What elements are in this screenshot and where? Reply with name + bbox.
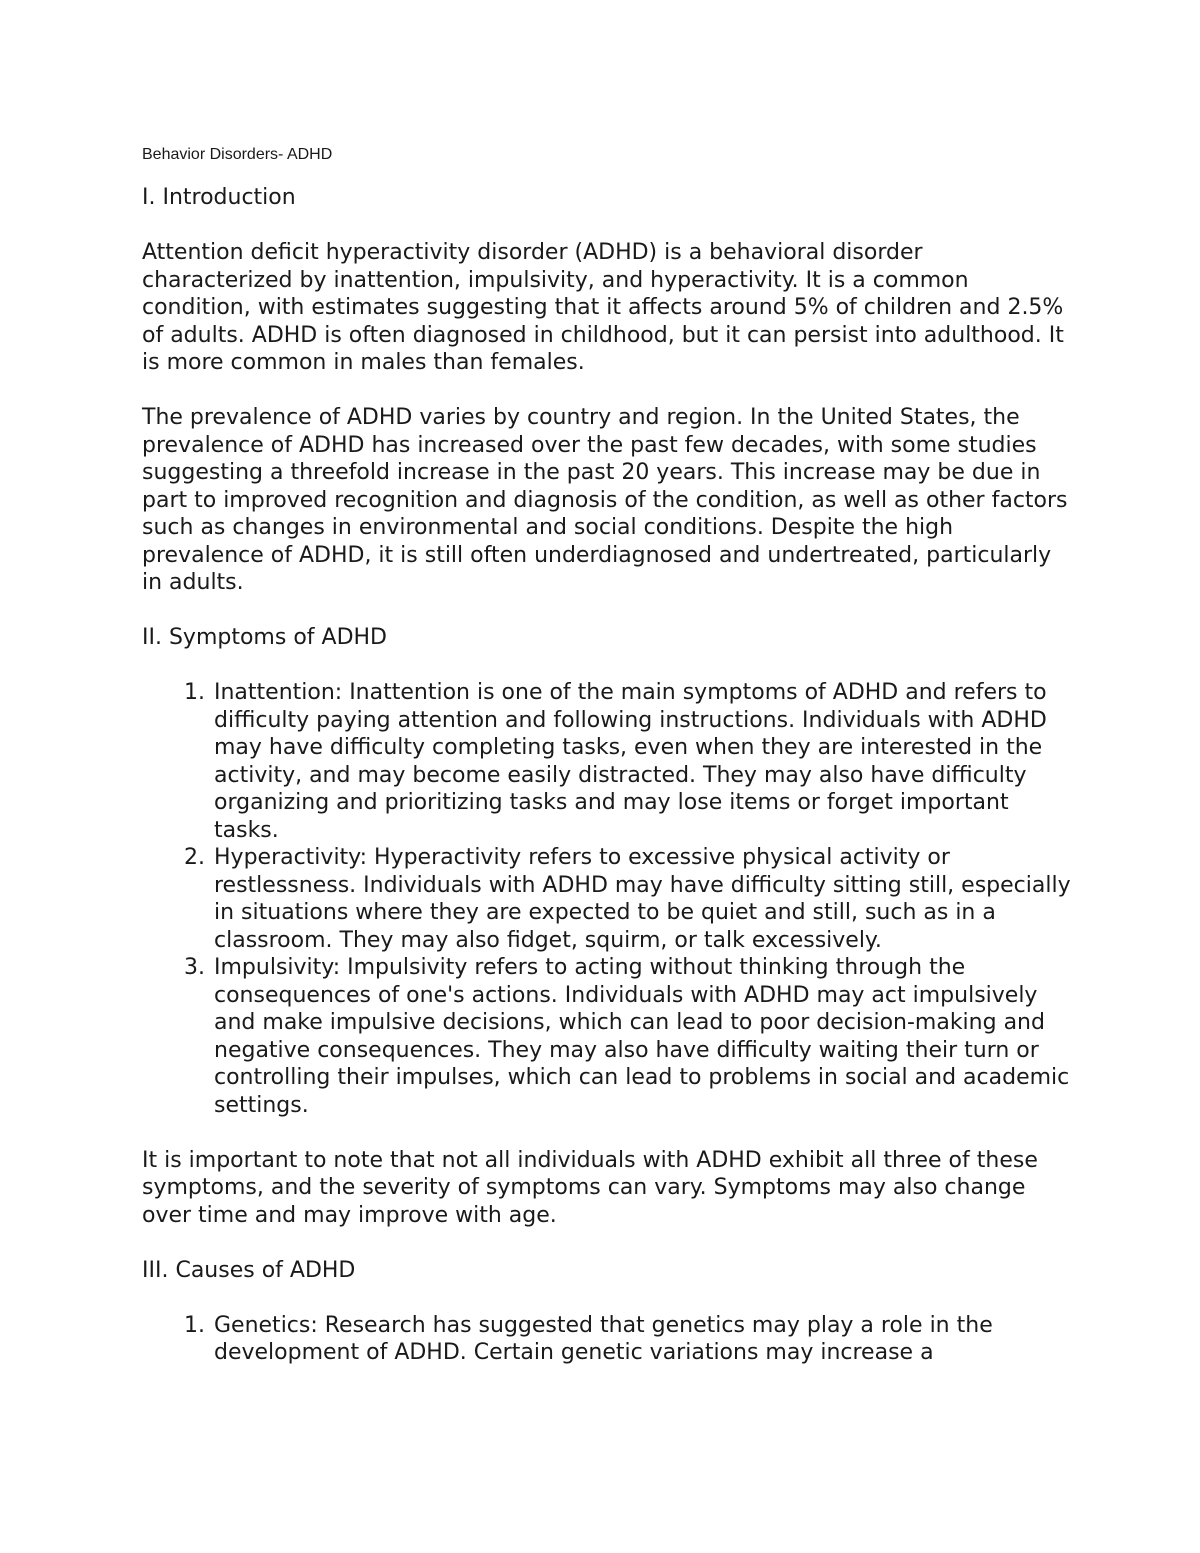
section-heading-symptoms: II. Symptoms of ADHD	[142, 625, 387, 650]
list-item: 2. Hyperactivity: Hyperactivity refers to excessive physical activity or restlessness. Individuals with ADHD may have difficulty sitting still, especially in situations where they are expected to be quiet and still, such as in a classroom. They may also fidget, squirm, or talk excessively.	[212, 844, 1072, 954]
section-heading-causes: III. Causes of ADHD	[142, 1257, 356, 1283]
document-body	[142, 184, 1072, 1394]
section-heading-introduction: I. Introduction	[142, 185, 296, 210]
document-title: Behavior Disorders- ADHD	[142, 146, 333, 163]
causes-list	[142, 1312, 1072, 1367]
prevalence-paragraph: The prevalence of ADHD varies by country and region. In the United States, the prevalence of ADHD has increased over the past few decades, with some studies suggesting a threefold increase in the past 20 years. This increase may be due in part to improved recognition and diagnosis of the condition, as well as other factors such as changes in environmental and social conditions. Despite the high prevalence of ADHD, it is still often underdiagnosed and undertreated, particularly in adults.	[142, 405, 1068, 595]
symptoms-note-paragraph: It is important to note that not all individuals with ADHD exhibit all three of these symptoms, and the severity of symptoms can vary. Symptoms may also change over time and may improve with age.	[142, 1147, 1038, 1228]
symptoms-list	[142, 679, 1072, 1119]
list-item: 1. Inattention: Inattention is one of the main symptoms of ADHD and refers to difficulty paying attention and following instructions. Individuals with ADHD may have difficulty completing tasks, even when they are interested in the activity, and may become easily distracted. They may also have difficulty organizing and prioritizing tasks and may lose items or forget important tasks.	[212, 679, 1072, 844]
list-item: 3. Impulsivity: Impulsivity refers to acting without thinking through the consequences of one's actions. Individuals with ADHD may act impulsively and make impulsive decisions, which can lead to poor decision-making and negative consequences. They may also have difficulty waiting their turn or controlling their impulses, which can lead to problems in social and academic settings.	[212, 954, 1072, 1119]
intro-paragraph: Attention deficit hyperactivity disorder (ADHD) is a behavioral disorder characterized by inattention, impulsivity, and hyperactivity. It is a common condition, with estimates suggesting that it affects around 5% of children and 2.5% of adults. ADHD is often diagnosed in childhood, but it can persist into adulthood. It is more common in males than females.	[142, 240, 1064, 375]
list-item: 1. Genetics: Research has suggested that genetics may play a role in the development of ADHD. Certain genetic variations may increase a	[212, 1312, 1072, 1367]
